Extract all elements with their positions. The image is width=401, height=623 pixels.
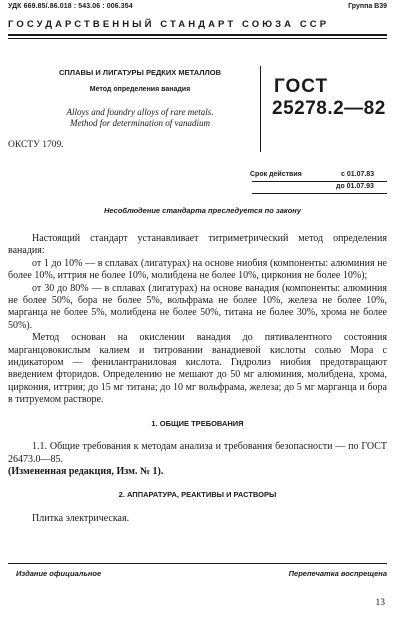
footer-rule [8, 563, 387, 564]
intro-paragraph: Настоящий стандарт устанавливает титриметрический метод определения ванадия: [8, 233, 387, 257]
document-title-en-line2: Method for determination of vanadium [70, 118, 210, 128]
validity-from: с 01.07.83 [341, 171, 375, 178]
legal-warning: Несоблюдение стандарта преследуется по закону [103, 206, 302, 215]
method-paragraph: Метод основан на окислении ванадия до пятивалентного состояния марганцовокислым калием и титровании ванадиевой кислоты солью Мора с индикатором — фенилантраниловая кислота. Гидролиз ниобия предотвращают введением фторидов. Определению не мешают до 50 мг алюминия, молибдена, хрома, циркония, иттрия; до 15 мг титана; до 10 мг вольфрама, железа; до 5 мг марганца и бора в титруемом растворе. [8, 332, 387, 406]
title-divider [260, 66, 261, 152]
footer-official-edition: Издание официальное [16, 569, 102, 578]
document-title-en-line1: Alloys and foundry alloys of rare metals. [66, 107, 214, 117]
footer-reprint-prohibited: Перепечатка воспрещена [288, 569, 387, 578]
gost-label: ГОСТ [274, 76, 329, 97]
section-2-paragraph: Плитка электрическая. [32, 512, 130, 524]
udk-code: УДК 669.85/.86.018 : 543.06 : 006.354 [8, 3, 133, 10]
validity-rule-bottom [252, 193, 387, 194]
validity-to: до 01.07.93 [336, 183, 374, 190]
section-2-title: 2. АППАРАТУРА, РЕАКТИВЫ И РАСТВОРЫ [118, 490, 277, 500]
section-1-title: 1. ОБЩИЕ ТРЕБОВАНИЯ [151, 418, 244, 428]
okstu-code: ОКСТУ 1709. [8, 140, 64, 150]
section-1-paragraph: 1.1. Общие требования к методам анализа и требования безопасности — по ГОСТ 26473.0—85. [8, 441, 387, 465]
group-code: Группа В39 [348, 3, 387, 10]
validity-rule [252, 181, 387, 182]
range-paragraph-vanadium: от 30 до 80% — в сплавах (лигатурах) на основе ванадия (компоненты: алюминия не более 50%, бора не более 5%, вольфрама не более 10%, железа не более 10%, марганца не более 5%, молибдена не более 50%, титана не более 30%, хрома не более 50%). [8, 282, 387, 331]
range-paragraph-niobium: от 1 до 10% — в сплавах (лигатурах) на основе ниобия (компоненты: алюминия не более 10%, иттрия не более 10%, молибдена не более 10%, циркония не более 10%); [8, 257, 387, 282]
validity-label: Срок действия [250, 171, 302, 178]
document-body [8, 233, 387, 525]
header-rule-thick [8, 34, 387, 36]
gost-number: 25278.2—82 [272, 98, 386, 119]
document-subtitle-ru: Метод определения ванадия [89, 86, 191, 93]
document-title-ru: СПЛАВЫ И ЛИГАТУРЫ РЕДКИХ МЕТАЛЛОВ [59, 68, 221, 77]
section-1-amendment: (Измененная редакция, Изм. № 1). [8, 465, 164, 477]
header-rule-thin [8, 38, 387, 39]
standard-header: ГОСУДАРСТВЕННЫЙ СТАНДАРТ СОЮЗА ССР [8, 19, 330, 30]
page-number: 13 [375, 598, 385, 608]
